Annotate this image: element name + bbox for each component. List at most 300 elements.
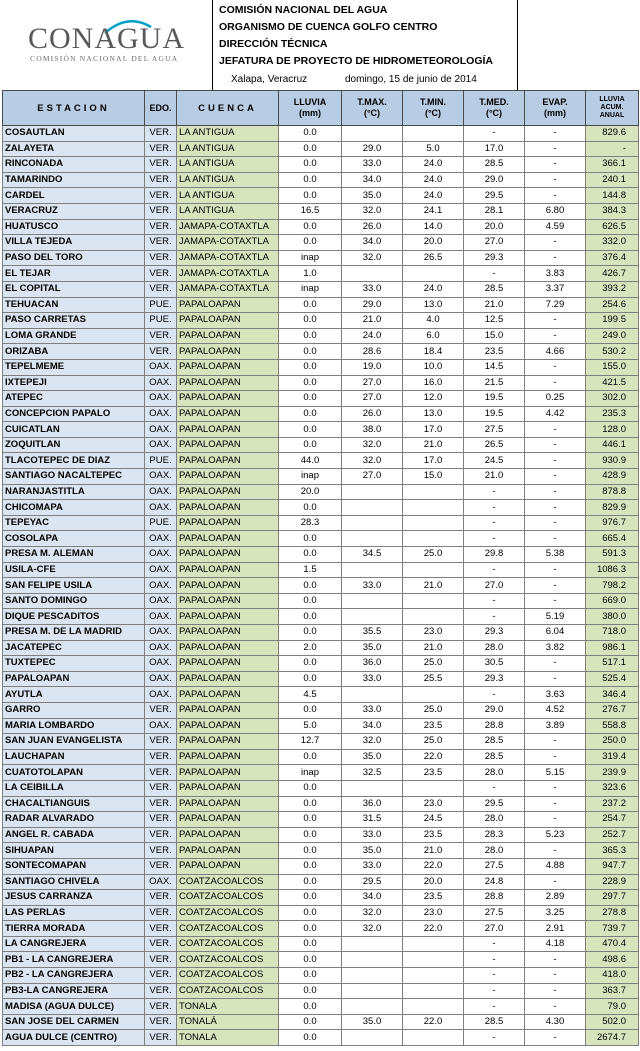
cell-lluvia: 20.0 — [279, 484, 342, 500]
cell-lluvia: 0.0 — [279, 531, 342, 547]
cell-tmed: 28.0 — [464, 812, 525, 828]
cell-lluvia: 0.0 — [279, 406, 342, 422]
cell-lluvia: 0.0 — [279, 858, 342, 874]
cell-lluvia: 16.5 — [279, 203, 342, 219]
cell-tmax: 33.0 — [342, 827, 403, 843]
cell-tmed: 27.5 — [464, 422, 525, 438]
cell-tmed: 23.5 — [464, 344, 525, 360]
cell-edo: OAX. — [145, 406, 177, 422]
cell-estacion: CHICOMAPA — [3, 500, 145, 516]
cell-tmax — [342, 609, 403, 625]
logo-wordmark: CONAGUA — [28, 22, 185, 55]
header-line-1: COMISIÓN NACIONAL DEL AGUA — [219, 4, 388, 16]
cell-estacion: TAMARINDO — [3, 172, 145, 188]
cell-tmax: 19.0 — [342, 359, 403, 375]
cell-lluvia: 0.0 — [279, 905, 342, 921]
cell-tmax: 27.0 — [342, 375, 403, 391]
cell-tmed: 28.5 — [464, 157, 525, 173]
cell-cuenca: PAPALOAPAN — [177, 453, 279, 469]
cell-tmin: 23.0 — [403, 796, 464, 812]
cell-lluvia: 0.0 — [279, 219, 342, 235]
cell-estacion: MADISA (AGUA DULCE) — [3, 999, 145, 1015]
cell-estacion: MARIA LOMBARDO — [3, 718, 145, 734]
table-row — [3, 734, 639, 750]
cell-tmin: 23.0 — [403, 905, 464, 921]
cell-acum: 365.3 — [586, 843, 639, 859]
table-row — [3, 827, 639, 843]
table-row — [3, 874, 639, 890]
cell-cuenca: PAPALOAPAN — [177, 718, 279, 734]
cell-tmax: 32.0 — [342, 250, 403, 266]
cell-cuenca: PAPALOAPAN — [177, 812, 279, 828]
cell-tmax — [342, 687, 403, 703]
cell-tmed: 30.5 — [464, 656, 525, 672]
cell-cuenca: PAPALOAPAN — [177, 437, 279, 453]
table-row — [3, 391, 639, 407]
cell-evap: 4.59 — [525, 219, 586, 235]
cell-estacion: CHACALTIANGUIS — [3, 796, 145, 812]
cell-estacion: PB2 - LA CANGREJERA — [3, 968, 145, 984]
cell-tmin — [403, 687, 464, 703]
cell-tmax: 38.0 — [342, 422, 403, 438]
cell-tmed: - — [464, 126, 525, 142]
table-row — [3, 936, 639, 952]
cell-tmin: 24.0 — [403, 157, 464, 173]
cell-tmin — [403, 266, 464, 282]
cell-evap: - — [525, 531, 586, 547]
cell-edo: OAX. — [145, 718, 177, 734]
cell-evap: - — [525, 157, 586, 173]
cell-tmax: 35.0 — [342, 188, 403, 204]
cell-tmin: 22.0 — [403, 921, 464, 937]
cell-tmed: 21.5 — [464, 375, 525, 391]
cell-lluvia: 0.0 — [279, 625, 342, 641]
cell-estacion: RINCONADA — [3, 157, 145, 173]
cell-evap: - — [525, 188, 586, 204]
cell-lluvia: 0.0 — [279, 749, 342, 765]
cell-evap: 5.38 — [525, 547, 586, 563]
cell-acum: 426.7 — [586, 266, 639, 282]
cell-tmax — [342, 593, 403, 609]
cell-lluvia: 0.0 — [279, 547, 342, 563]
cell-lluvia: 0.0 — [279, 936, 342, 952]
cell-edo: OAX. — [145, 874, 177, 890]
table-row — [3, 890, 639, 906]
cell-lluvia: 0.0 — [279, 422, 342, 438]
cell-lluvia: 0.0 — [279, 968, 342, 984]
cell-evap: - — [525, 780, 586, 796]
cell-evap: - — [525, 874, 586, 890]
cell-evap: 7.29 — [525, 297, 586, 313]
cell-evap: - — [525, 172, 586, 188]
cell-tmax: 34.0 — [342, 172, 403, 188]
cell-tmin: 25.0 — [403, 702, 464, 718]
table-row — [3, 500, 639, 516]
cell-estacion: EL TEJAR — [3, 266, 145, 282]
table-row — [3, 422, 639, 438]
cell-evap: - — [525, 999, 586, 1015]
cell-edo: VER. — [145, 126, 177, 142]
cell-estacion: AYUTLA — [3, 687, 145, 703]
cell-lluvia: 0.0 — [279, 172, 342, 188]
cell-lluvia: 0.0 — [279, 141, 342, 157]
table-row — [3, 796, 639, 812]
cell-acum: 384.3 — [586, 203, 639, 219]
cell-estacion: SANTIAGO CHIVELA — [3, 874, 145, 890]
cell-estacion: SAN JOSE DEL CARMEN — [3, 1014, 145, 1030]
cell-tmed: - — [464, 687, 525, 703]
table-body — [3, 126, 639, 1046]
cell-tmin: 4.0 — [403, 313, 464, 329]
cell-tmed: 27.5 — [464, 905, 525, 921]
cell-estacion: ORIZABA — [3, 344, 145, 360]
cell-tmax — [342, 484, 403, 500]
cell-cuenca: PAPALOAPAN — [177, 749, 279, 765]
cell-tmed: 28.1 — [464, 203, 525, 219]
cell-edo: OAX. — [145, 578, 177, 594]
cell-tmin: 25.0 — [403, 656, 464, 672]
cell-acum: 363.7 — [586, 983, 639, 999]
cell-edo: VER. — [145, 983, 177, 999]
cell-cuenca: LA ANTIGUA — [177, 203, 279, 219]
cell-cuenca: TONALÁ — [177, 1014, 279, 1030]
cell-tmin: 10.0 — [403, 359, 464, 375]
cell-estacion: PRESA M. DE LA MADRID — [3, 625, 145, 641]
cell-tmed: - — [464, 515, 525, 531]
cell-tmin: 25.5 — [403, 671, 464, 687]
cell-lluvia: 0.0 — [279, 344, 342, 360]
cell-tmed: 28.5 — [464, 734, 525, 750]
table-row — [3, 157, 639, 173]
col-header-lluvia: LLUVIA (mm) — [279, 91, 342, 126]
cell-cuenca: PAPALOAPAN — [177, 469, 279, 485]
cell-tmin: 24.0 — [403, 172, 464, 188]
cell-tmin: 5.0 — [403, 141, 464, 157]
cell-acum: 366.1 — [586, 157, 639, 173]
cell-tmed: 29.5 — [464, 188, 525, 204]
cell-tmed: 29.5 — [464, 796, 525, 812]
cell-edo: VER. — [145, 328, 177, 344]
cell-tmax: 24.0 — [342, 328, 403, 344]
cell-cuenca: PAPALOAPAN — [177, 515, 279, 531]
cell-tmax: 33.0 — [342, 157, 403, 173]
table-row — [3, 780, 639, 796]
cell-acum: 376.4 — [586, 250, 639, 266]
table-row — [3, 126, 639, 142]
cell-lluvia: 0.0 — [279, 297, 342, 313]
cell-cuenca: PAPALOAPAN — [177, 671, 279, 687]
cell-estacion: PB3-LA CANGREJERA — [3, 983, 145, 999]
cell-edo: VER. — [145, 827, 177, 843]
cell-tmed: - — [464, 999, 525, 1015]
cell-tmin: 23.0 — [403, 625, 464, 641]
cell-edo: VER. — [145, 999, 177, 1015]
cell-edo: VER. — [145, 157, 177, 173]
table-row — [3, 749, 639, 765]
cell-estacion: PASO DEL TORO — [3, 250, 145, 266]
cell-acum: 446.1 — [586, 437, 639, 453]
cell-acum: 252.7 — [586, 827, 639, 843]
cell-tmin — [403, 968, 464, 984]
cell-estacion: SAN JUAN EVANGELISTA — [3, 734, 145, 750]
table-row — [3, 375, 639, 391]
cell-cuenca: TONALA — [177, 1030, 279, 1046]
cell-cuenca: COATZACOALCOS — [177, 905, 279, 921]
cell-tmax: 32.5 — [342, 765, 403, 781]
cell-tmax: 34.5 — [342, 547, 403, 563]
cell-cuenca: PAPALOAPAN — [177, 562, 279, 578]
cell-estacion: SANTIAGO NACALTEPEC — [3, 469, 145, 485]
cell-estacion: RADAR ALVARADO — [3, 812, 145, 828]
cell-estacion: LAUCHAPAN — [3, 749, 145, 765]
cell-estacion: TEPELMEME — [3, 359, 145, 375]
cell-evap: - — [525, 375, 586, 391]
cell-tmed: 14.5 — [464, 359, 525, 375]
cell-tmin: 20.0 — [403, 874, 464, 890]
cell-edo: VER. — [145, 281, 177, 297]
cell-evap: - — [525, 671, 586, 687]
cell-edo: VER. — [145, 141, 177, 157]
cell-edo: OAX. — [145, 437, 177, 453]
cell-lluvia: 0.0 — [279, 812, 342, 828]
cell-tmax: 32.0 — [342, 905, 403, 921]
cell-evap: 0.25 — [525, 391, 586, 407]
cell-edo: OAX. — [145, 547, 177, 563]
cell-tmin — [403, 780, 464, 796]
cell-acum: 558.8 — [586, 718, 639, 734]
cell-acum: 250.0 — [586, 734, 639, 750]
cell-tmed: 24.5 — [464, 453, 525, 469]
cell-estacion: JESUS CARRANZA — [3, 890, 145, 906]
cell-tmed: 21.0 — [464, 469, 525, 485]
table-row — [3, 687, 639, 703]
cell-tmed: 28.8 — [464, 718, 525, 734]
table-header-row — [3, 91, 639, 126]
cell-lluvia: 0.0 — [279, 656, 342, 672]
cell-tmax: 36.0 — [342, 796, 403, 812]
cell-cuenca: PAPALOAPAN — [177, 640, 279, 656]
cell-lluvia: 12.7 — [279, 734, 342, 750]
cell-tmed: - — [464, 983, 525, 999]
cell-acum: 2674.7 — [586, 1030, 639, 1046]
cell-tmax: 28.6 — [342, 344, 403, 360]
cell-tmed: 17.0 — [464, 141, 525, 157]
table-row — [3, 593, 639, 609]
cell-evap: 4.52 — [525, 702, 586, 718]
header-text-block — [212, 0, 518, 90]
cell-evap: - — [525, 313, 586, 329]
cell-tmax — [342, 780, 403, 796]
cell-tmin: 6.0 — [403, 328, 464, 344]
cell-tmin: 21.0 — [403, 578, 464, 594]
cell-edo: VER. — [145, 734, 177, 750]
cell-estacion: AGUA DULCE (CENTRO) — [3, 1030, 145, 1046]
cell-evap: 4.18 — [525, 936, 586, 952]
table-row — [3, 921, 639, 937]
cell-evap: - — [525, 235, 586, 251]
cell-tmin: 25.0 — [403, 547, 464, 563]
cell-cuenca: PAPALOAPAN — [177, 328, 279, 344]
table-row — [3, 858, 639, 874]
cell-estacion: DIQUE PESCADITOS — [3, 609, 145, 625]
cell-edo: OAX. — [145, 484, 177, 500]
cell-cuenca: COATZACOALCOS — [177, 983, 279, 999]
cell-tmin — [403, 500, 464, 516]
station-table — [2, 90, 639, 1046]
cell-tmed: - — [464, 500, 525, 516]
cell-cuenca: COATZACOALCOS — [177, 968, 279, 984]
cell-estacion: SANTO DOMINGO — [3, 593, 145, 609]
cell-acum: 669.0 — [586, 593, 639, 609]
table-row — [3, 843, 639, 859]
table-row — [3, 313, 639, 329]
table-row — [3, 515, 639, 531]
cell-tmax: 33.0 — [342, 281, 403, 297]
cell-tmin: 24.1 — [403, 203, 464, 219]
cell-tmed: 21.0 — [464, 297, 525, 313]
cell-acum: 254.7 — [586, 812, 639, 828]
table-row — [3, 702, 639, 718]
cell-evap: - — [525, 1030, 586, 1046]
cell-tmax: 29.5 — [342, 874, 403, 890]
cell-tmin — [403, 531, 464, 547]
cell-tmax: 35.0 — [342, 749, 403, 765]
cell-tmed: 29.0 — [464, 172, 525, 188]
cell-edo: OAX. — [145, 593, 177, 609]
cell-evap: 5.23 — [525, 827, 586, 843]
cell-tmed: - — [464, 968, 525, 984]
cell-edo: VER. — [145, 796, 177, 812]
cell-tmed: 28.8 — [464, 890, 525, 906]
cell-evap: - — [525, 437, 586, 453]
cell-lluvia: 0.0 — [279, 593, 342, 609]
cell-acum: 79.0 — [586, 999, 639, 1015]
cell-tmin: 26.5 — [403, 250, 464, 266]
cell-tmax — [342, 562, 403, 578]
cell-tmax — [342, 515, 403, 531]
cell-estacion: VERACRUZ — [3, 203, 145, 219]
cell-evap: 6.80 — [525, 203, 586, 219]
cell-estacion: CONCEPCION PAPALO — [3, 406, 145, 422]
cell-evap: - — [525, 812, 586, 828]
table-row — [3, 765, 639, 781]
cell-tmed: - — [464, 952, 525, 968]
cell-edo: VER. — [145, 702, 177, 718]
cell-tmax — [342, 266, 403, 282]
cell-edo: PUE. — [145, 515, 177, 531]
cell-cuenca: PAPALOAPAN — [177, 656, 279, 672]
cell-tmin — [403, 515, 464, 531]
cell-acum: 739.7 — [586, 921, 639, 937]
cell-tmin: 21.0 — [403, 437, 464, 453]
cell-edo: VER. — [145, 843, 177, 859]
cell-tmin — [403, 999, 464, 1015]
cell-lluvia: inap — [279, 281, 342, 297]
cell-cuenca: PAPALOAPAN — [177, 313, 279, 329]
cell-tmed: 20.0 — [464, 219, 525, 235]
cell-tmin — [403, 936, 464, 952]
cell-tmin: 20.0 — [403, 235, 464, 251]
cell-cuenca: LA ANTIGUA — [177, 172, 279, 188]
report-date: domingo, 15 de junio de 2014 — [345, 74, 477, 85]
cell-tmax: 27.0 — [342, 391, 403, 407]
header-line-2: ORGANISMO DE CUENCA GOLFO CENTRO — [219, 21, 438, 33]
header-line-4: JEFATURA DE PROYECTO DE HIDROMETEOROLOGÍA — [219, 55, 493, 67]
table-row — [3, 625, 639, 641]
cell-evap: 3.82 — [525, 640, 586, 656]
cell-tmin — [403, 609, 464, 625]
cell-acum: 144.8 — [586, 188, 639, 204]
cell-tmax: 33.0 — [342, 858, 403, 874]
cell-lluvia: 4.5 — [279, 687, 342, 703]
cell-acum: 428.9 — [586, 469, 639, 485]
cell-tmin: 14.0 — [403, 219, 464, 235]
table-row — [3, 188, 639, 204]
cell-evap: - — [525, 328, 586, 344]
cell-acum: 239.9 — [586, 765, 639, 781]
cell-estacion: TIERRA MORADA — [3, 921, 145, 937]
header-blank-cell — [518, 0, 640, 90]
table-row — [3, 281, 639, 297]
cell-tmax: 32.0 — [342, 203, 403, 219]
cell-edo: VER. — [145, 188, 177, 204]
cell-edo: VER. — [145, 203, 177, 219]
cell-acum: 323.6 — [586, 780, 639, 796]
cell-evap: 3.25 — [525, 905, 586, 921]
cell-tmed: 27.0 — [464, 235, 525, 251]
cell-evap: - — [525, 578, 586, 594]
cell-tmax: 33.0 — [342, 671, 403, 687]
cell-acum: 498.6 — [586, 952, 639, 968]
table-row — [3, 952, 639, 968]
cell-tmin — [403, 484, 464, 500]
cell-lluvia: 0.0 — [279, 500, 342, 516]
cell-acum: 254.6 — [586, 297, 639, 313]
cell-lluvia: 0.0 — [279, 702, 342, 718]
cell-edo: OAX. — [145, 640, 177, 656]
cell-tmed: 24.8 — [464, 874, 525, 890]
cell-tmax: 29.0 — [342, 297, 403, 313]
table-row — [3, 578, 639, 594]
cell-edo: VER. — [145, 749, 177, 765]
cell-estacion: PASO CARRETAS — [3, 313, 145, 329]
cell-acum: 718.0 — [586, 625, 639, 641]
cell-lluvia: 2.0 — [279, 640, 342, 656]
cell-tmin: 13.0 — [403, 406, 464, 422]
cell-cuenca: PAPALOAPAN — [177, 344, 279, 360]
cell-tmin: 21.0 — [403, 640, 464, 656]
cell-cuenca: LA ANTIGUA — [177, 126, 279, 142]
cell-evap: 2.91 — [525, 921, 586, 937]
cell-tmax — [342, 500, 403, 516]
cell-cuenca: PAPALOAPAN — [177, 687, 279, 703]
cell-evap: - — [525, 250, 586, 266]
cell-evap: 3.37 — [525, 281, 586, 297]
table-row — [3, 469, 639, 485]
cell-estacion: ANGEL R. CABADA — [3, 827, 145, 843]
cell-tmin: 23.5 — [403, 718, 464, 734]
cell-lluvia: 0.0 — [279, 1030, 342, 1046]
cell-evap: - — [525, 500, 586, 516]
cell-cuenca: PAPALOAPAN — [177, 359, 279, 375]
cell-lluvia: 0.0 — [279, 391, 342, 407]
cell-edo: VER. — [145, 858, 177, 874]
cell-tmin: 22.0 — [403, 858, 464, 874]
cell-lluvia: 5.0 — [279, 718, 342, 734]
header-line-3: DIRECCIÓN TÉCNICA — [219, 38, 328, 50]
cell-tmax — [342, 126, 403, 142]
cell-cuenca: PAPALOAPAN — [177, 734, 279, 750]
